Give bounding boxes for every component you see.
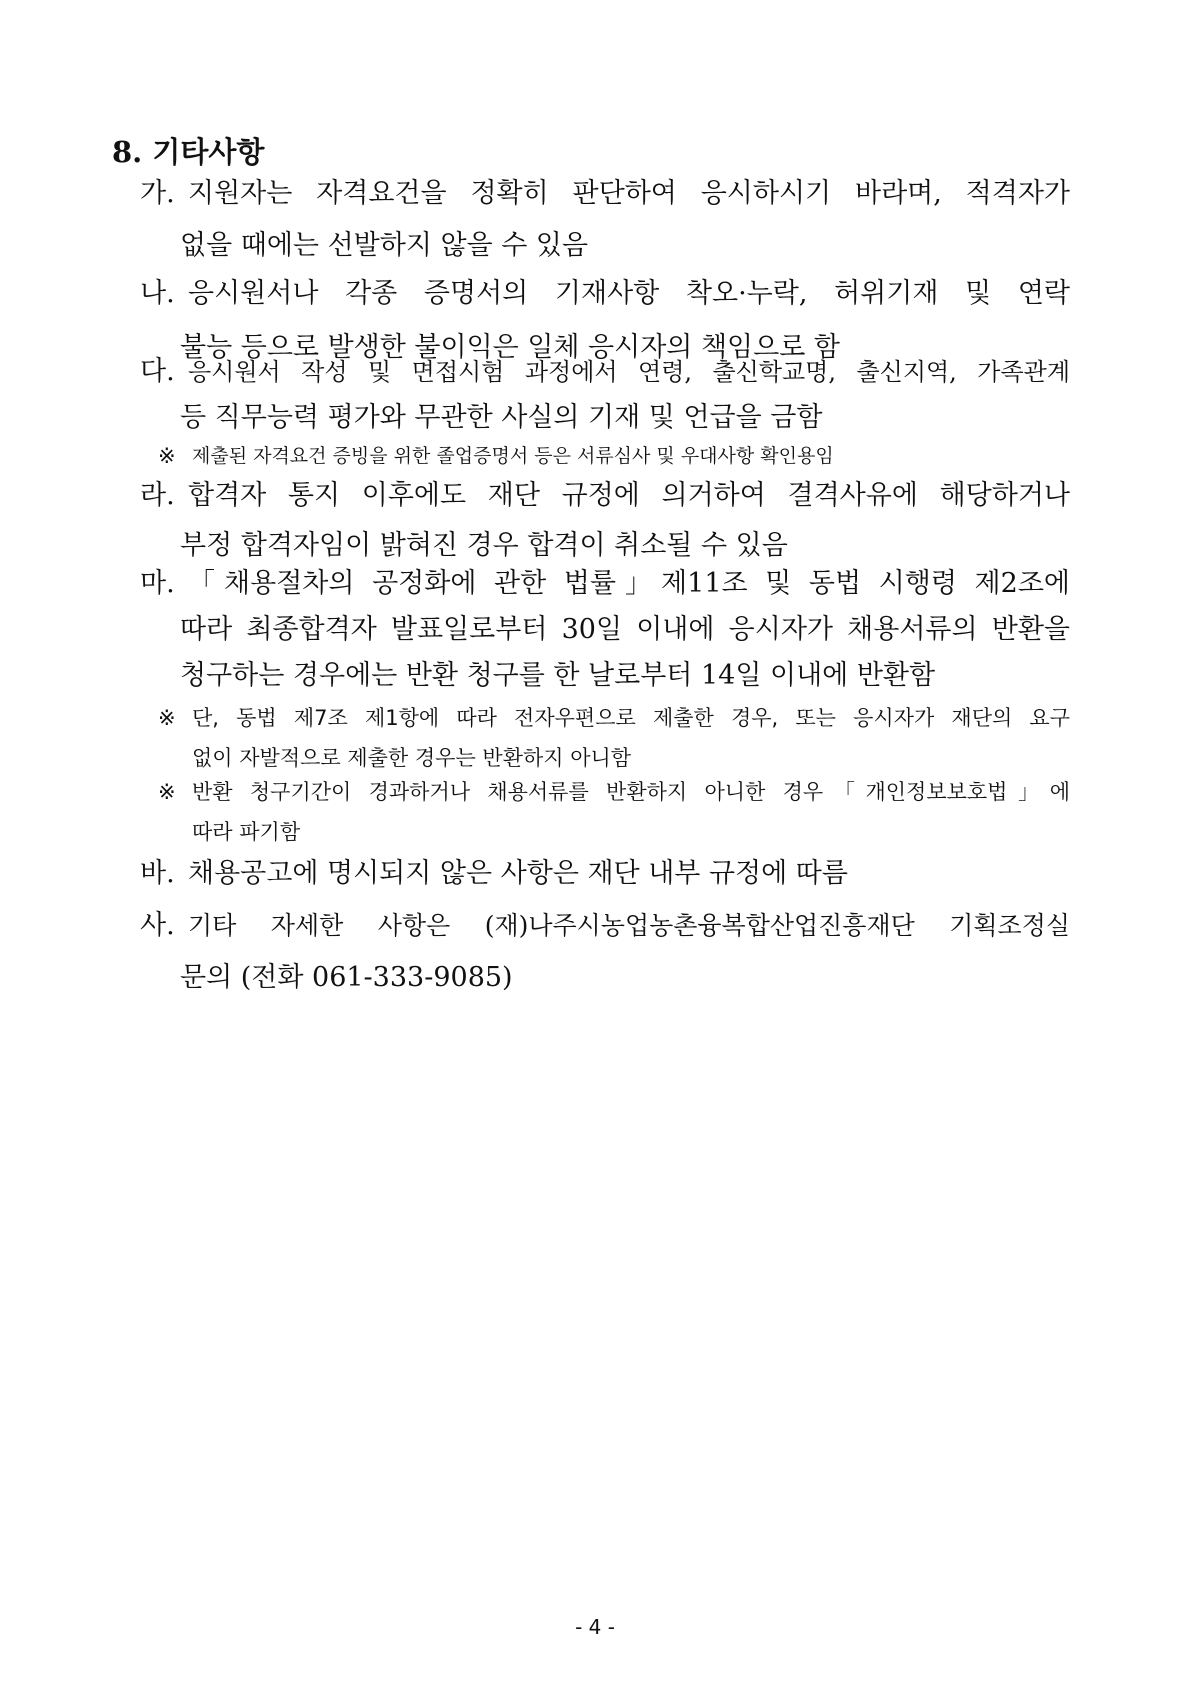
- section-number: 8.: [112, 135, 143, 169]
- item-marker: 라.: [140, 480, 175, 511]
- item-text-line: 불능 등으로 발생한 불이익은 일체 응시자의 책임으로 함: [180, 332, 840, 363]
- item-text-line: 청구하는 경우에는 반환 청구를 한 날로부터 14일 이내에 반환함: [180, 660, 936, 691]
- item-text-line: 부정 합격자임이 밝혀진 경우 합격이 취소될 수 있음: [180, 530, 788, 561]
- item-ga: [140, 172, 1070, 268]
- item-text-line: 등 직무능력 평가와 무관한 사실의 기재 및 언급을 금함: [180, 402, 823, 433]
- item-text-line: 지원자는 자격요건을 정확히 판단하여 응시하시기 바라며, 적격자가: [188, 178, 1070, 209]
- item-text-line: 「채용절차의 공정화에 관한 법률」제11조 및 동법 시행령 제2조에: [188, 568, 1070, 599]
- note-marker: ※: [158, 780, 176, 804]
- item-ra: [140, 474, 1070, 568]
- item-text-line: 기타 자세한 사항은 (재)나주시농업농촌융복합산업진흥재단 기획조정실: [188, 911, 1070, 940]
- item-marker: 마.: [140, 568, 175, 599]
- item-text-line: 따라 최종합격자 발표일로부터 30일 이내에 응시자가 채용서류의 반환을: [180, 614, 1070, 645]
- item-text-line: 합격자 통지 이후에도 재단 규정에 의거하여 결격사유에 해당하거나: [188, 480, 1070, 511]
- item-marker: 나.: [140, 278, 175, 309]
- item-text-line: 없을 때에는 선발하지 않을 수 있음: [180, 230, 589, 261]
- note-da: [158, 436, 1070, 476]
- note-text-line: 없이 자발적으로 제출한 경우는 반환하지 아니함: [192, 746, 632, 770]
- item-sa: [140, 904, 1070, 1000]
- item-text-line: 채용공고에 명시되지 않은 사항은 재단 내부 규정에 따름: [188, 858, 848, 889]
- note-text-line: 제출된 자격요건 증빙을 위한 졸업증명서 등은 서류심사 및 우대사항 확인용임: [192, 445, 834, 467]
- item-marker: 가.: [140, 178, 175, 209]
- note-ma-2: [158, 772, 1070, 852]
- item-ba: [140, 852, 1070, 896]
- note-marker: ※: [158, 706, 176, 730]
- page-number: - 4 -: [575, 1615, 615, 1639]
- item-marker: 다.: [140, 356, 175, 387]
- item-marker: 사.: [140, 910, 175, 941]
- note-text-line: 단, 동법 제7조 제1항에 따라 전자우편으로 제출한 경우, 또는 응시자가 재단의 요구: [192, 706, 1070, 730]
- item-da: [140, 350, 1070, 440]
- section-title-text: 기타사항: [152, 135, 265, 169]
- note-ma-1: [158, 698, 1070, 778]
- note-text-line: 따라 파기함: [192, 820, 301, 844]
- section-title: [112, 132, 264, 172]
- note-marker: ※: [158, 444, 176, 468]
- item-text-line: 문의 (전화 061-333-9085): [180, 962, 513, 993]
- item-marker: 바.: [140, 858, 175, 889]
- item-text-line: 응시원서 작성 및 면접시험 과정에서 연령, 출신학교명, 출신지역, 가족관계: [188, 358, 1070, 386]
- item-text-line: 응시원서나 각종 증명서의 기재사항 착오·누락, 허위기재 및 연락: [188, 278, 1070, 309]
- item-ma: [140, 562, 1070, 698]
- note-text-line: 반환 청구기간이 경과하거나 채용서류를 반환하지 아니한 경우「개인정보보호법」에: [192, 780, 1070, 804]
